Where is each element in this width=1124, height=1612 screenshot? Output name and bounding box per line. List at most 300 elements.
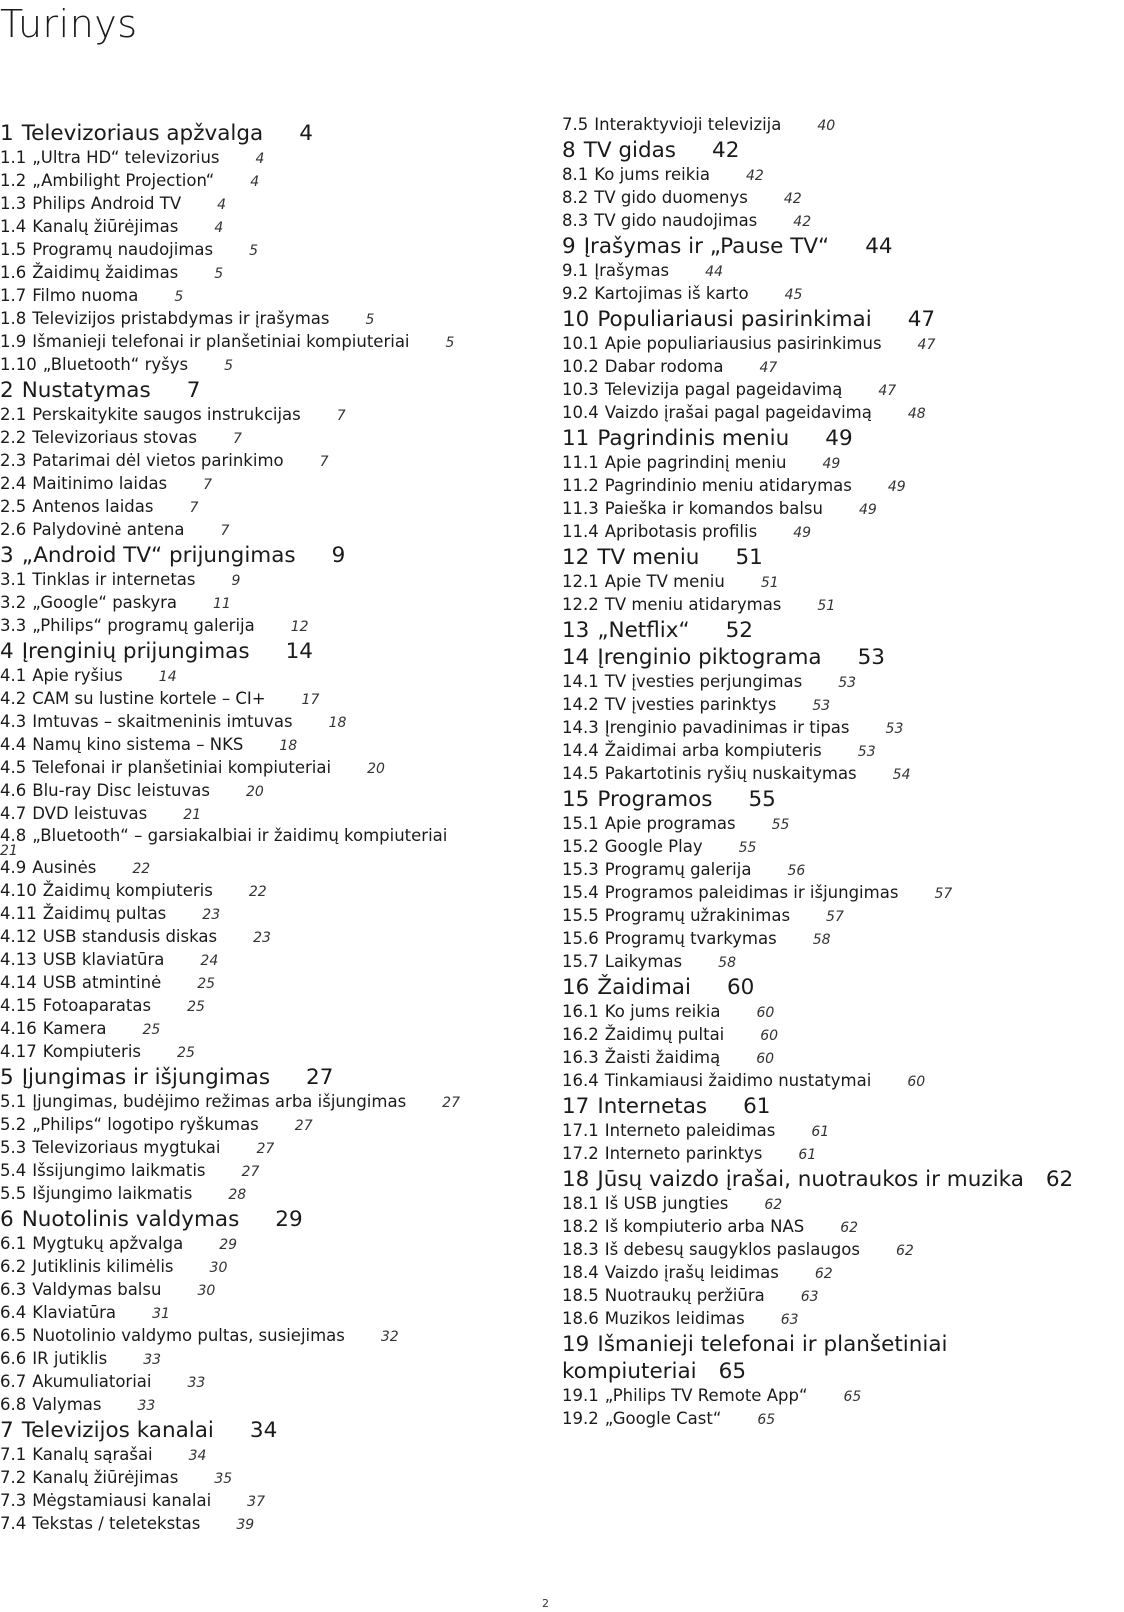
- entry-title: Blu-ray Disc leistuvas: [32, 781, 210, 800]
- toc-entry[interactable]: [562, 1239, 1082, 1262]
- entry-page-number: 61: [798, 1147, 817, 1163]
- entry-title: Pakartotinis ryšių nuskaitymas: [604, 764, 857, 783]
- toc-section-heading[interactable]: [0, 1417, 520, 1444]
- toc-entry[interactable]: [0, 995, 520, 1018]
- entry-number: 6.5: [0, 1326, 27, 1345]
- section-title: Pagrindinis meniu: [597, 426, 790, 451]
- toc-section-heading[interactable]: [562, 644, 1082, 671]
- entry-title: Televizoriaus stovas: [32, 428, 197, 447]
- entry-title: Namų kino sistema – NKS: [32, 735, 244, 754]
- toc-entry[interactable]: [0, 1018, 520, 1041]
- toc-section-heading[interactable]: [562, 1166, 1082, 1193]
- toc-entry[interactable]: [0, 170, 520, 193]
- toc-entry[interactable]: [562, 1408, 1082, 1431]
- entry-number: 2.6: [0, 520, 27, 539]
- toc-entry[interactable]: [0, 826, 520, 857]
- toc-entry[interactable]: [0, 262, 520, 285]
- entry-page-number: 63: [800, 1289, 819, 1305]
- toc-entry[interactable]: [0, 1371, 520, 1394]
- entry-page-number: 5: [365, 312, 375, 328]
- entry-page-number: 57: [934, 886, 953, 902]
- section-title: Įrenginio piktograma: [597, 645, 822, 670]
- toc-entry[interactable]: [0, 1183, 520, 1206]
- entry-number: 11.4: [562, 522, 599, 541]
- section-title: „Android TV“ prijungimas: [21, 543, 296, 568]
- entry-number: 16.3: [562, 1048, 599, 1067]
- section-page-number: 62: [1045, 1167, 1074, 1192]
- section-page-number: 55: [748, 787, 776, 812]
- toc-entry[interactable]: [562, 1001, 1082, 1024]
- entry-number: 6.7: [0, 1372, 27, 1391]
- toc-entry[interactable]: [0, 1091, 520, 1114]
- toc-entry[interactable]: [0, 1160, 520, 1183]
- toc-entry[interactable]: [0, 1325, 520, 1348]
- entry-page-number: 18: [279, 738, 298, 754]
- toc-entry[interactable]: [0, 308, 520, 331]
- entry-number: 2.1: [0, 405, 27, 424]
- entry-page-number: 31: [152, 1306, 170, 1322]
- entry-title: Jutiklinis kilimėlis: [32, 1257, 174, 1276]
- toc-entry[interactable]: [562, 260, 1082, 283]
- entry-title: Apie pagrindinį meniu: [604, 453, 787, 472]
- entry-page-number: 51: [760, 575, 779, 591]
- toc-entry[interactable]: [562, 521, 1082, 544]
- entry-number: 7.5: [562, 115, 589, 134]
- entry-page-number: 5: [214, 266, 224, 282]
- entry-title: DVD leistuvas: [32, 804, 148, 823]
- entry-page-number: 33: [187, 1375, 206, 1391]
- section-page-number: 65: [718, 1359, 747, 1384]
- entry-number: 15.5: [562, 906, 599, 925]
- toc-entry[interactable]: [562, 333, 1082, 356]
- entry-page-number: 7: [319, 454, 329, 470]
- entry-page-number: 23: [253, 930, 271, 946]
- toc-section-heading[interactable]: [562, 137, 1082, 164]
- toc-entry[interactable]: [562, 379, 1082, 402]
- entry-page-number: 5: [445, 335, 455, 351]
- entry-page-number: 53: [812, 698, 831, 714]
- toc-entry[interactable]: [0, 949, 520, 972]
- entry-page-number: 4: [255, 151, 265, 167]
- toc-entry[interactable]: [562, 1070, 1082, 1093]
- entry-number: 7.3: [0, 1491, 27, 1510]
- toc-entry[interactable]: [0, 665, 520, 688]
- toc-section-heading[interactable]: [0, 377, 520, 404]
- toc-entry[interactable]: [0, 1467, 520, 1490]
- entry-title: Įrašymas: [594, 261, 670, 280]
- section-title: Išmanieji telefonai ir planšetiniai kompiuteriai: [562, 1332, 948, 1384]
- toc-entry[interactable]: [0, 711, 520, 734]
- toc-entry[interactable]: [0, 239, 520, 262]
- entry-page-number: 17: [301, 692, 320, 708]
- entry-number: 4.11: [0, 904, 37, 923]
- entry-page-number: 23: [202, 907, 221, 923]
- entry-title: Programų užrakinimas: [604, 906, 791, 925]
- entry-page-number: 39: [236, 1517, 255, 1533]
- section-number: 14: [562, 645, 590, 670]
- entry-number: 18.2: [562, 1217, 599, 1236]
- entry-title: Tekstas / teletekstas: [32, 1514, 201, 1533]
- entry-title: Google Play: [604, 837, 703, 856]
- toc-entry[interactable]: [0, 592, 520, 615]
- toc-entry[interactable]: [0, 1348, 520, 1371]
- toc-column-right: [562, 114, 1082, 1431]
- entry-number: 4.5: [0, 758, 27, 777]
- entry-number: 17.2: [562, 1144, 599, 1163]
- entry-title: Telefonai ir planšetiniai kompiuteriai: [32, 758, 332, 777]
- toc-entry[interactable]: [0, 1137, 520, 1160]
- toc-entry[interactable]: [0, 857, 520, 880]
- entry-number: 10.2: [562, 357, 599, 376]
- entry-page-number: 56: [787, 863, 806, 879]
- entry-title: Dabar rodoma: [604, 357, 724, 376]
- section-number: 9: [562, 234, 576, 259]
- entry-number: 15.7: [562, 952, 599, 971]
- toc-entry[interactable]: [0, 1394, 520, 1417]
- entry-title: Apie ryšius: [32, 666, 123, 685]
- section-page-number: 53: [857, 645, 885, 670]
- toc-entry[interactable]: [0, 1444, 520, 1467]
- toc-section: [0, 377, 520, 542]
- toc-entry[interactable]: [562, 475, 1082, 498]
- toc-entry[interactable]: [562, 283, 1082, 306]
- entry-number: 9.2: [562, 284, 589, 303]
- entry-page-number: 4: [250, 174, 260, 190]
- section-page-number: 44: [865, 234, 893, 259]
- entry-number: 16.2: [562, 1025, 599, 1044]
- toc-entry[interactable]: [562, 210, 1082, 233]
- entry-page-number: 61: [811, 1124, 830, 1140]
- toc-section-heading[interactable]: [0, 1064, 520, 1091]
- entry-page-number: 22: [132, 861, 151, 877]
- toc-entry[interactable]: [0, 427, 520, 450]
- section-number: 18: [562, 1167, 590, 1192]
- entry-page-number: 55: [771, 817, 790, 833]
- entry-title: Fotoaparatas: [42, 996, 152, 1015]
- toc-entry[interactable]: [562, 882, 1082, 905]
- entry-number: 14.2: [562, 695, 599, 714]
- entry-page-number: 60: [760, 1028, 779, 1044]
- toc-section: [0, 638, 520, 1064]
- entry-title: Apribotasis profilis: [604, 522, 758, 541]
- toc-entry[interactable]: [0, 193, 520, 216]
- toc-entry[interactable]: [562, 187, 1082, 210]
- toc-entry[interactable]: [562, 1047, 1082, 1070]
- toc-entry[interactable]: [562, 836, 1082, 859]
- toc-section: [0, 1417, 520, 1536]
- entry-number: 4.14: [0, 973, 37, 992]
- toc-entry[interactable]: [562, 1024, 1082, 1047]
- toc-entry[interactable]: [562, 951, 1082, 974]
- entry-number: 5.1: [0, 1092, 27, 1111]
- section-page-number: 49: [825, 426, 853, 451]
- toc-entry[interactable]: [0, 519, 520, 542]
- entry-number: 14.3: [562, 718, 599, 737]
- toc-section-heading[interactable]: [562, 1331, 1082, 1385]
- entry-number: 1.6: [0, 263, 27, 282]
- toc-entry[interactable]: [0, 473, 520, 496]
- toc-entry[interactable]: [562, 452, 1082, 475]
- toc-entry[interactable]: [562, 859, 1082, 882]
- entry-page-number: 29: [219, 1237, 238, 1253]
- toc-section-heading[interactable]: [0, 638, 520, 665]
- toc-entry[interactable]: [0, 1233, 520, 1256]
- toc-section-heading[interactable]: [562, 786, 1082, 813]
- entry-title: TV gido naudojimas: [594, 211, 758, 230]
- entry-number: 3.2: [0, 593, 27, 612]
- toc-entry[interactable]: [0, 331, 520, 354]
- toc-entry[interactable]: [562, 1308, 1082, 1331]
- toc-entry[interactable]: [0, 757, 520, 780]
- toc-entry[interactable]: [0, 688, 520, 711]
- entry-page-number: 60: [907, 1074, 926, 1090]
- entry-title: Žaidimų žaidimas: [32, 263, 179, 282]
- toc-entry[interactable]: [0, 1513, 520, 1536]
- section-page-number: 7: [186, 378, 201, 403]
- entry-page-number: 35: [214, 1471, 233, 1487]
- entry-title: Mėgstamiausi kanalai: [32, 1491, 212, 1510]
- toc-entry[interactable]: [562, 740, 1082, 763]
- entry-number: 16.4: [562, 1071, 599, 1090]
- toc-section-heading[interactable]: [562, 1093, 1082, 1120]
- entry-title: Programų tvarkymas: [604, 929, 777, 948]
- toc-entry[interactable]: [0, 1114, 520, 1137]
- toc-entry[interactable]: [0, 1256, 520, 1279]
- entry-number: 5.4: [0, 1161, 27, 1180]
- entry-page-number: 44: [705, 264, 723, 280]
- entry-title: „Philips TV Remote App“: [604, 1386, 808, 1405]
- entry-title: USB atmintinė: [42, 973, 162, 992]
- entry-page-number: 58: [718, 955, 736, 971]
- entry-number: 12.1: [562, 572, 599, 591]
- entry-title: Philips Android TV: [32, 194, 182, 213]
- toc-entry[interactable]: [0, 803, 520, 826]
- entry-title: Palydovinė antena: [32, 520, 185, 539]
- entry-number: 6.4: [0, 1303, 27, 1322]
- entry-page-number: 65: [843, 1389, 862, 1405]
- entry-title: Apie TV meniu: [604, 572, 725, 591]
- section-page-number: 14: [285, 639, 313, 664]
- toc-entry[interactable]: [562, 356, 1082, 379]
- entry-title: Programos paleidimas ir išjungimas: [604, 883, 899, 902]
- toc-section: [562, 425, 1082, 544]
- toc-entry[interactable]: [0, 216, 520, 239]
- toc-entry[interactable]: [562, 905, 1082, 928]
- toc-entry[interactable]: [0, 615, 520, 638]
- toc-section-heading[interactable]: [562, 425, 1082, 452]
- entry-page-number: 63: [780, 1312, 799, 1328]
- entry-title: Ausinės: [32, 858, 97, 877]
- entry-title: TV įvesties parinktys: [604, 695, 777, 714]
- entry-title: Nuotraukų peržiūra: [604, 1286, 765, 1305]
- toc-entry[interactable]: [0, 880, 520, 903]
- entry-page-number: 5: [174, 289, 184, 305]
- entry-page-number: 48: [907, 406, 926, 422]
- toc-section-heading[interactable]: [0, 1206, 520, 1233]
- toc-entry[interactable]: [562, 402, 1082, 425]
- entry-number: 2.4: [0, 474, 27, 493]
- entry-title: Kompiuteris: [42, 1042, 142, 1061]
- toc-entry[interactable]: [562, 571, 1082, 594]
- entry-title: Tinkamiausi žaidimo nustatymai: [604, 1071, 872, 1090]
- entry-title: Žaisti žaidimą: [604, 1048, 721, 1067]
- entry-title: Kanalų žiūrėjimas: [32, 217, 179, 236]
- section-number: 17: [562, 1094, 590, 1119]
- entry-number: 5.5: [0, 1184, 27, 1203]
- entry-title: Interneto parinktys: [604, 1144, 763, 1163]
- toc-section: [0, 1064, 520, 1206]
- entry-title: „Philips“ logotipo ryškumas: [32, 1115, 259, 1134]
- entry-number: 1.10: [0, 355, 37, 374]
- entry-number: 6.8: [0, 1395, 27, 1414]
- toc-entry[interactable]: [562, 1285, 1082, 1308]
- toc-section-heading[interactable]: [562, 306, 1082, 333]
- entry-title: Iš kompiuterio arba NAS: [604, 1217, 805, 1236]
- entry-title: Pagrindinio meniu atidarymas: [604, 476, 852, 495]
- toc-section: [562, 644, 1082, 786]
- entry-title: Apie programas: [604, 814, 736, 833]
- section-number: 15: [562, 787, 590, 812]
- toc-entry[interactable]: [0, 404, 520, 427]
- entry-page-number: 4: [217, 197, 227, 213]
- entry-title: Vaizdo įrašų leidimas: [604, 1263, 779, 1282]
- entry-title: Laikymas: [604, 952, 683, 971]
- toc-entry[interactable]: [562, 1216, 1082, 1239]
- entry-number: 3.1: [0, 570, 27, 589]
- toc-entry[interactable]: [0, 569, 520, 592]
- toc-entry[interactable]: [562, 594, 1082, 617]
- entry-number: 18.1: [562, 1194, 599, 1213]
- toc-entry[interactable]: [562, 763, 1082, 786]
- entry-number: 4.7: [0, 804, 27, 823]
- entry-title: Įrenginio pavadinimas ir tipas: [604, 718, 850, 737]
- entry-page-number: 47: [917, 337, 936, 353]
- entry-page-number: 33: [137, 1398, 156, 1414]
- toc-entry[interactable]: [0, 1041, 520, 1064]
- toc-entry[interactable]: [562, 1143, 1082, 1166]
- entry-page-number: 20: [367, 761, 385, 777]
- entry-number: 5.3: [0, 1138, 27, 1157]
- section-page-number: 61: [743, 1094, 771, 1119]
- entry-number: 19.1: [562, 1386, 599, 1405]
- entry-page-number: 62: [814, 1266, 833, 1282]
- entry-page-number: 49: [858, 502, 877, 518]
- entry-number: 11.1: [562, 453, 599, 472]
- toc-entry[interactable]: [0, 780, 520, 803]
- toc-entry[interactable]: [0, 972, 520, 995]
- toc-section-heading[interactable]: [562, 617, 1082, 644]
- toc-entry[interactable]: [0, 1490, 520, 1513]
- entry-title: Tinklas ir internetas: [32, 570, 196, 589]
- section-title: TV gidas: [583, 138, 677, 163]
- toc-entry[interactable]: [0, 496, 520, 519]
- toc-section: [562, 137, 1082, 233]
- toc-entry[interactable]: [562, 694, 1082, 717]
- toc-entry[interactable]: [0, 734, 520, 757]
- entry-title: Paieška ir komandos balsu: [604, 499, 823, 518]
- entry-page-number: 42: [745, 168, 764, 184]
- toc-entry[interactable]: [0, 285, 520, 308]
- entry-page-number: 58: [812, 932, 831, 948]
- entry-page-number: 34: [188, 1448, 207, 1464]
- section-title: Įjungimas ir išjungimas: [21, 1065, 271, 1090]
- toc-entry[interactable]: [0, 450, 520, 473]
- entry-number: 15.1: [562, 814, 599, 833]
- entry-number: 7.2: [0, 1468, 27, 1487]
- entry-number: 1.8: [0, 309, 27, 328]
- toc-section-heading[interactable]: [0, 120, 520, 147]
- entry-number: 11.2: [562, 476, 599, 495]
- toc-entry[interactable]: [562, 164, 1082, 187]
- toc-entry[interactable]: [0, 1279, 520, 1302]
- entry-page-number: 7: [189, 500, 199, 516]
- toc-section-heading[interactable]: [0, 542, 520, 569]
- entry-number: 14.4: [562, 741, 599, 760]
- entry-number: 4.13: [0, 950, 37, 969]
- toc-section-heading[interactable]: [562, 544, 1082, 571]
- toc-entry[interactable]: [562, 1193, 1082, 1216]
- entry-page-number: 7: [203, 477, 213, 493]
- entry-number: 2.5: [0, 497, 27, 516]
- toc-entry[interactable]: [562, 498, 1082, 521]
- toc-entry[interactable]: [562, 813, 1082, 836]
- entry-title: Įjungimas, budėjimo režimas arba išjungimas: [32, 1092, 407, 1111]
- entry-page-number: 11: [213, 596, 231, 612]
- toc-entry[interactable]: [562, 114, 1082, 137]
- toc-entry[interactable]: [0, 1302, 520, 1325]
- entry-page-number: 30: [197, 1283, 216, 1299]
- toc-section: [562, 1166, 1082, 1331]
- entry-number: 4.2: [0, 689, 27, 708]
- entry-page-number: 9: [231, 573, 241, 589]
- section-number: 5: [0, 1065, 14, 1090]
- entry-title: Iš USB jungties: [604, 1194, 729, 1213]
- entry-title: Žaidimų kompiuteris: [42, 881, 213, 900]
- entry-page-number: 53: [857, 744, 876, 760]
- entry-page-number: 62: [764, 1197, 783, 1213]
- toc-section: [562, 1331, 1082, 1431]
- entry-page-number: 28: [228, 1187, 247, 1203]
- entry-number: 8.3: [562, 211, 589, 230]
- entry-page-number: 5: [249, 243, 259, 259]
- section-number: 6: [0, 1207, 14, 1232]
- entry-page-number: 7: [232, 431, 242, 447]
- section-title: Nustatymas: [21, 378, 151, 403]
- toc-entry[interactable]: [0, 147, 520, 170]
- entry-number: 4.8: [0, 826, 27, 845]
- toc-entry[interactable]: [0, 354, 520, 377]
- toc-entry[interactable]: [562, 1262, 1082, 1285]
- toc-entry[interactable]: [0, 926, 520, 949]
- section-page-number: 52: [725, 618, 753, 643]
- toc-section: [562, 114, 1082, 137]
- entry-number: 18.4: [562, 1263, 599, 1282]
- section-title: Jūsų vaizdo įrašai, nuotraukos ir muzika: [597, 1167, 1024, 1192]
- entry-page-number: 62: [895, 1243, 914, 1259]
- toc-entry[interactable]: [562, 1120, 1082, 1143]
- entry-title: Valymas: [32, 1395, 102, 1414]
- toc-entry[interactable]: [0, 903, 520, 926]
- toc-entry[interactable]: [562, 671, 1082, 694]
- entry-number: 10.4: [562, 403, 599, 422]
- toc-entry[interactable]: [562, 928, 1082, 951]
- entry-page-number: 40: [817, 118, 836, 134]
- toc-section: [0, 120, 520, 377]
- toc-entry[interactable]: [562, 1385, 1082, 1408]
- toc-section-heading[interactable]: [562, 233, 1082, 260]
- toc-section-heading[interactable]: [562, 974, 1082, 1001]
- toc-entry[interactable]: [562, 717, 1082, 740]
